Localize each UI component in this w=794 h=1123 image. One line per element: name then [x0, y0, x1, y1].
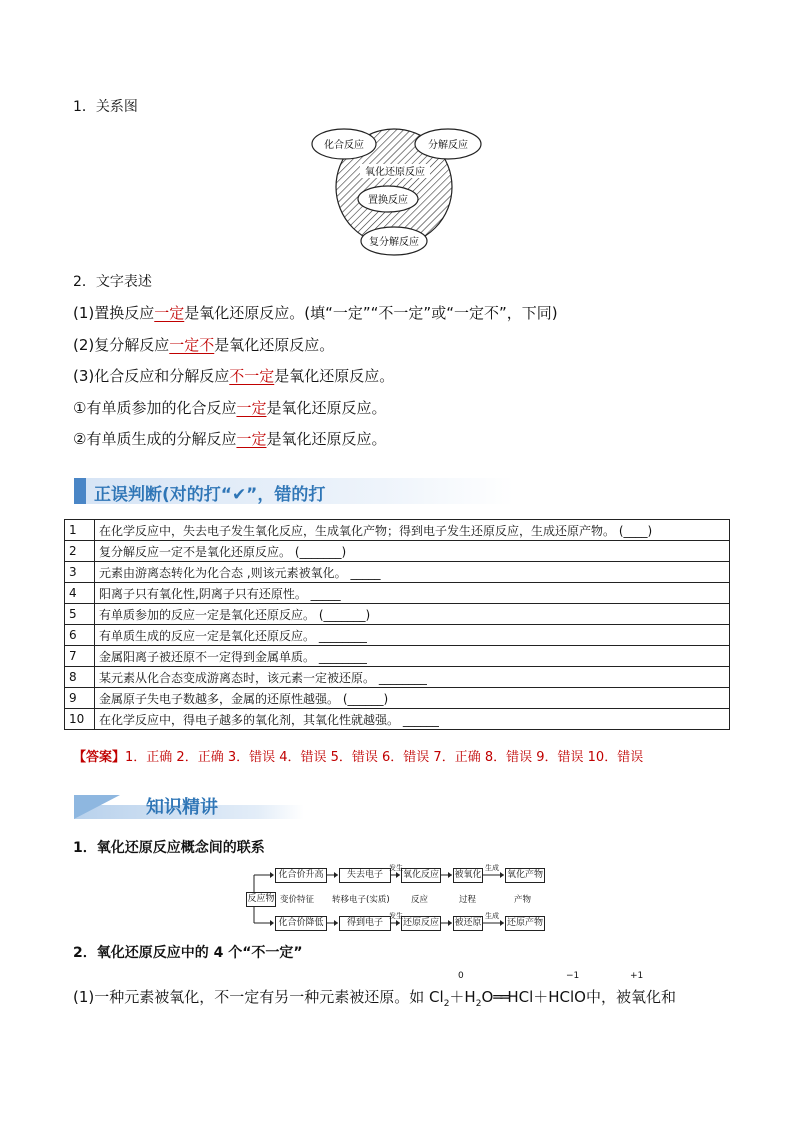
judge-banner: [74, 478, 514, 504]
ox-cl2: 0: [458, 971, 464, 981]
statement-3: [73, 365, 394, 386]
statement-2: [73, 334, 334, 355]
table-row: [65, 688, 730, 709]
flow-bottom-3: 被还原: [453, 916, 483, 931]
flow-top-4: 氧化产物: [505, 868, 545, 883]
banner-bar: [74, 478, 86, 504]
row-statement: 在化学反应中，得电子越多的氧化剂，其氧化性就越强。 ______: [95, 709, 730, 730]
knowledge-banner: [74, 795, 314, 819]
statement-post: 是氧化还原反应。: [266, 430, 387, 448]
table-row: [65, 604, 730, 625]
row-statement: 某元素从化合态变成游离态时，该元素一定被还原。 ________: [95, 667, 730, 688]
paragraph-1: [73, 986, 676, 1009]
row-number: 5: [65, 604, 95, 625]
p1-pre: (1)一种元素被氧化，不一定有另一种元素被还原。如: [73, 988, 430, 1006]
answer-tag: 【答案】: [73, 750, 126, 765]
section-title-text: 2．文字表述: [73, 274, 152, 290]
row-statement: 有单质参加的反应一定是氧化还原反应。 (_______): [95, 604, 730, 625]
row-statement: 在化学反应中，失去电子发生氧化反应，生成氧化产物；得到电子发生还原反应，生成还原产物。 (____): [95, 520, 730, 541]
section-title-relation: 1．关系图: [73, 99, 138, 115]
flow-mid-1: 转移电子(实质): [332, 895, 390, 905]
answer-line: [73, 746, 643, 765]
flow-top-2: 氧化反应: [401, 868, 441, 883]
statement-answer: 一定: [154, 304, 185, 322]
flow-bottom-4: 还原产物: [505, 916, 545, 931]
relation-diagram: [308, 126, 488, 258]
statement-pre: (1)置换反应: [73, 304, 155, 322]
table-row: [65, 520, 730, 541]
flow-arrow-fa-bottom: 发生: [389, 912, 403, 920]
label-double-decomposition: 复分解反应: [369, 237, 419, 248]
statement-answer: 一定: [236, 398, 267, 417]
row-number: 7: [65, 646, 95, 667]
flow-bottom-2: 还原反应: [401, 916, 441, 931]
row-statement: 金属阳离子被还原不一定得到金属单质。 ________: [95, 646, 730, 667]
ox-hclo: +1: [630, 971, 644, 981]
table-row: [65, 541, 730, 562]
flow-arrow-sc-bottom: 生成: [485, 912, 499, 920]
flow-top-1: 失去电子: [339, 868, 391, 883]
row-number: 2: [65, 541, 95, 562]
row-statement: 有单质生成的反应一定是氧化还原反应。 ________: [95, 625, 730, 646]
label-redox: 氧化还原反应: [365, 167, 425, 178]
flow-mid-2: 反应: [411, 895, 429, 905]
statement-5: [73, 428, 386, 449]
table-row: [65, 583, 730, 604]
table-row: [65, 709, 730, 730]
knowledge-title: 知识精讲: [146, 797, 218, 818]
flow-bottom-0: 化合价降低: [275, 916, 327, 931]
row-number: 4: [65, 583, 95, 604]
flow-mid-0: 变价特征: [280, 895, 315, 905]
row-number: 9: [65, 688, 95, 709]
row-statement: 阳离子只有氧化性,阴离子只有还原性。 _____: [95, 583, 730, 604]
flow-top-0: 化合价升高: [275, 868, 327, 883]
flow-arrow-sc-top: 生成: [485, 864, 499, 872]
flow-mid-3: 过程: [459, 895, 477, 905]
knowledge-h2: 2．氧化还原反应中的 4 个“不一定”: [73, 945, 303, 961]
statement-pre: (2)复分解反应: [73, 335, 170, 354]
row-number: 8: [65, 667, 95, 688]
flow-arrow-fa-top: 发生: [389, 864, 403, 872]
equation: $Cl_2+H_2O══HCl+HClO$: [429, 988, 586, 1009]
table-row: [65, 625, 730, 646]
concept-flow-diagram: [246, 866, 546, 932]
row-number: 3: [65, 562, 95, 583]
label-combination: 化合反应: [324, 140, 364, 151]
statement-answer: 一定不: [169, 335, 215, 354]
flow-mid-4: 产物: [514, 895, 532, 905]
table-row: [65, 562, 730, 583]
statement-answer: 一定: [236, 430, 267, 448]
flow-bottom-1: 得到电子: [339, 916, 391, 931]
row-statement: 复分解反应一定不是氧化还原反应。 (_______): [95, 541, 730, 562]
flow-top-3: 被氧化: [453, 868, 483, 883]
statement-post: 是氧化还原反应。(填“一定”“不一定”或“一定不”，下同): [184, 304, 558, 322]
row-statement: 元素由游离态转化为化合态 ,则该元素被氧化。 _____: [95, 562, 730, 583]
flow-reactant: 反应物: [246, 892, 276, 907]
statement-1: [73, 302, 558, 323]
statement-post: 是氧化还原反应。: [266, 398, 387, 417]
statement-answer: 不一定: [229, 367, 275, 385]
statement-post: 是氧化还原反应。: [214, 335, 335, 354]
row-statement: 金属原子失电子数越多，金属的还原性越强。 (______): [95, 688, 730, 709]
label-displacement: 置换反应: [368, 195, 408, 206]
statement-pre: (3)化合反应和分解反应: [73, 367, 230, 385]
judge-title: 正误判断(对的打“✔”，错的打: [94, 485, 326, 505]
p1-post: 中，被氧化和: [585, 988, 676, 1006]
statement-pre: ①有单质参加的化合反应: [73, 398, 237, 417]
label-decomposition: 分解反应: [428, 140, 468, 151]
ox-hcl: −1: [566, 971, 580, 981]
table-row: [65, 667, 730, 688]
row-number: 1: [65, 520, 95, 541]
row-number: 6: [65, 625, 95, 646]
statement-4: [73, 397, 386, 418]
answer-text: 1．正确 2．正确 3．错误 4．错误 5．错误 6．错误 7．正确 8．错误 9．错误 10．错误: [125, 750, 644, 765]
statement-pre: ②有单质生成的分解反应: [73, 430, 237, 448]
statement-post: 是氧化还原反应。: [274, 367, 395, 385]
knowledge-h1: 1．氧化还原反应概念间的联系: [73, 840, 265, 856]
row-number: 10: [65, 709, 95, 730]
table-row: [65, 646, 730, 667]
judge-table: [64, 519, 730, 730]
